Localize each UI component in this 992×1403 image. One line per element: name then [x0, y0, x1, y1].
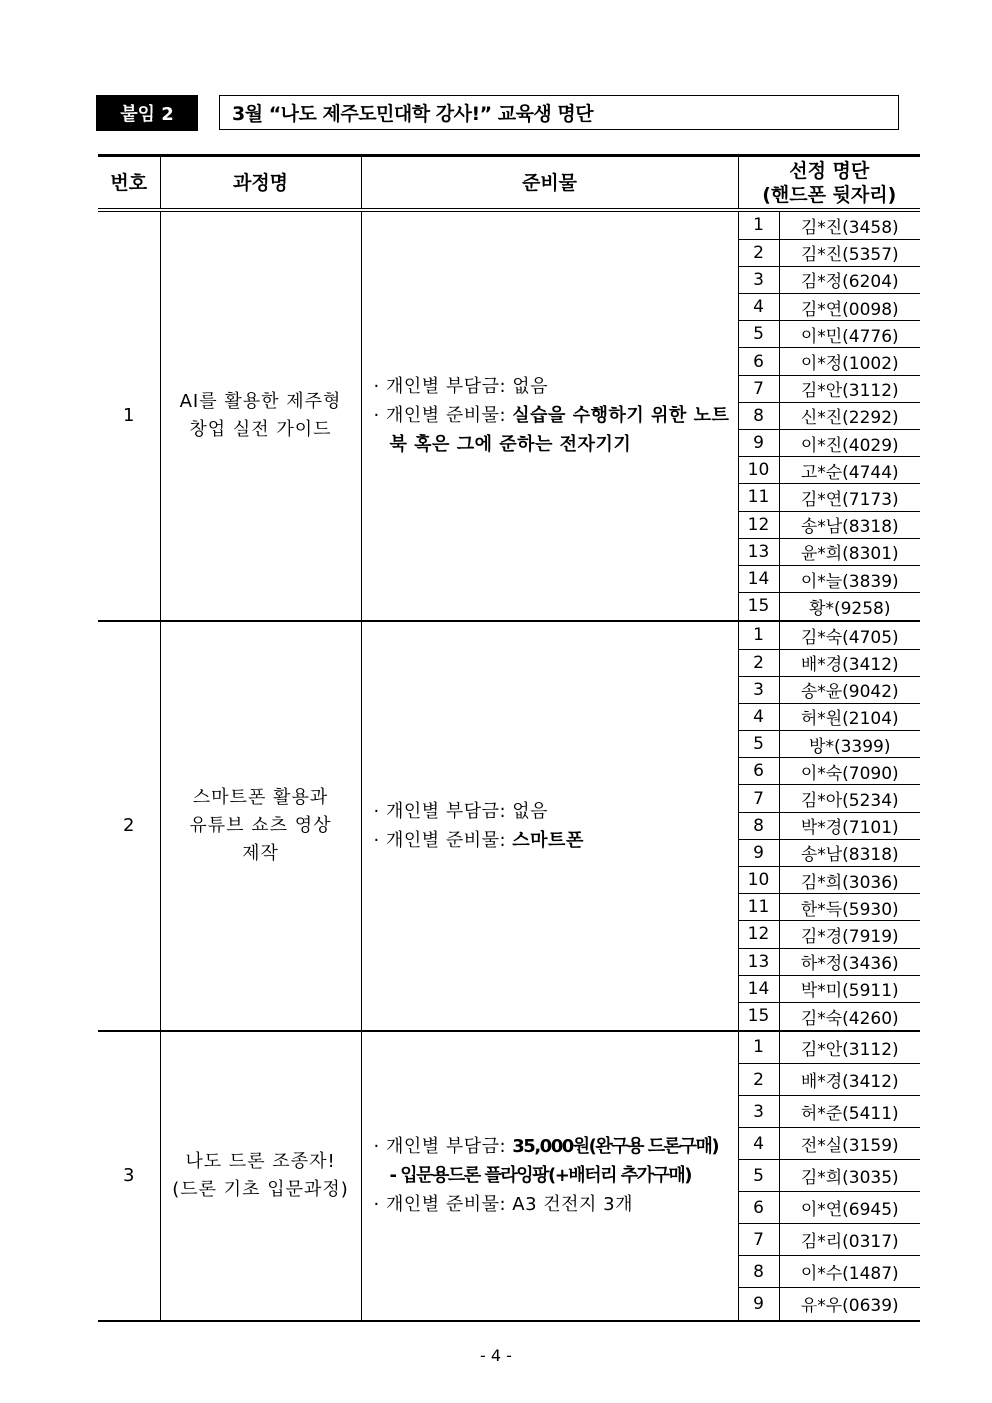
prep-fee	[374, 797, 732, 826]
prep-item	[374, 826, 732, 855]
person-name-phone: 김*리(0317)	[779, 1224, 920, 1256]
person-name-phone: 배*경(3412)	[779, 649, 920, 676]
selected-person-row	[739, 430, 921, 457]
person-index: 14	[739, 565, 780, 592]
selected-person-row	[739, 785, 921, 812]
person-name-phone: 김*정(6204)	[779, 266, 920, 293]
person-name-phone: 한*득(5930)	[779, 894, 920, 921]
prep-item-value: 스마트폰	[512, 829, 584, 851]
selected-person-row	[739, 402, 921, 429]
selected-tbody	[739, 622, 921, 1030]
person-index: 15	[739, 593, 780, 620]
person-index: 8	[739, 1256, 780, 1288]
prep-fee-value: 없음	[512, 800, 549, 822]
course-name	[160, 210, 361, 621]
person-name-phone: 김*희(3036)	[779, 867, 920, 894]
course-number: 2	[98, 621, 160, 1031]
person-index: 11	[739, 484, 780, 511]
prep-fee-label: · 개인별 부담금:	[373, 1136, 513, 1158]
person-name-phone: 유*우(0639)	[800, 1296, 899, 1317]
prep-fee-value: 없음	[512, 376, 549, 398]
person-index: 10	[739, 457, 780, 484]
selected-person-row	[739, 703, 921, 730]
selected-person-row	[739, 457, 921, 484]
col-header-course: 과정명	[160, 156, 361, 211]
person-name-phone: 김*경(7919)	[779, 921, 920, 948]
selected-person-row	[739, 622, 921, 649]
selected-person-row	[739, 894, 921, 921]
person-name-phone: 이*진(4029)	[779, 430, 920, 457]
person-index: 2	[739, 1064, 780, 1096]
selected-person-row	[739, 565, 921, 592]
course-prep	[361, 210, 738, 621]
col-header-prep: 준비물	[361, 156, 738, 211]
selected-person-row	[739, 839, 921, 866]
person-index: 5	[739, 1160, 780, 1192]
person-name-phone: 김*아(5234)	[779, 785, 920, 812]
course-name-line: 나도 드론 조종자!	[185, 1150, 336, 1172]
selected-tbody	[739, 212, 921, 620]
selected-person-row	[739, 266, 921, 293]
prep-item-label: · 개인별 준비물:	[373, 829, 513, 851]
person-index: 5	[739, 731, 780, 758]
person-index: 1	[739, 212, 780, 239]
selected-list	[738, 1031, 920, 1321]
person-name-phone: 김*안(3112)	[779, 375, 920, 402]
person-name-phone: 고*순(4744)	[779, 457, 920, 484]
person-index: 1	[739, 622, 780, 649]
person-index: 3	[739, 266, 780, 293]
prep-fee-note-text: - 입문용드론 플라잉팡(+배터리 추가구매)	[389, 1165, 692, 1187]
person-name-phone: 김*연(7173)	[779, 484, 920, 511]
person-name-phone: 전*실(3159)	[779, 1128, 920, 1160]
person-name-phone: 김*진(3458)	[779, 212, 920, 239]
selected-person-row	[739, 731, 921, 758]
person-index: 9	[739, 839, 780, 866]
roster-table	[98, 154, 920, 1322]
page-number: - 4 -	[480, 1346, 512, 1365]
person-name-phone: 방*(3399)	[779, 731, 920, 758]
person-name-phone: 김*숙(4260)	[800, 1008, 899, 1029]
col-header-no: 번호	[98, 156, 160, 211]
person-index: 10	[739, 867, 780, 894]
person-index: 7	[739, 1224, 780, 1256]
prep-fee-note	[374, 1161, 732, 1190]
course-name	[160, 621, 361, 1031]
person-name-phone: 송*윤(9042)	[779, 676, 920, 703]
person-index: 2	[739, 649, 780, 676]
person-index: 4	[739, 294, 780, 321]
person-index: 9	[739, 430, 780, 457]
selected-person-row	[739, 348, 921, 375]
person-index: 7	[739, 785, 780, 812]
selected-person-row	[739, 758, 921, 785]
person-name-phone: 이*숙(7090)	[779, 758, 920, 785]
selected-person-row	[739, 1192, 921, 1224]
selected-person-row	[739, 1128, 921, 1160]
person-index: 8	[739, 812, 780, 839]
person-index: 12	[739, 511, 780, 538]
person-name-phone: 송*남(8318)	[779, 839, 920, 866]
table-header-row	[98, 156, 920, 211]
person-index: 3	[739, 676, 780, 703]
course-number: 3	[98, 1031, 160, 1321]
person-name-phone: 김*안(3112)	[779, 1032, 920, 1064]
selected-person-row	[739, 921, 921, 948]
course-name-line: 유튜브 쇼츠 영상	[189, 814, 332, 836]
course-name-line: 창업 실전 가이드	[189, 418, 332, 440]
person-name-phone: 김*희(3035)	[779, 1160, 920, 1192]
col-header-selected-line1: 선정 명단	[789, 159, 870, 182]
course-row-3	[98, 1031, 920, 1321]
prep-item-label: · 개인별 준비물:	[373, 405, 513, 427]
prep-fee-value: 35,000원(완구용 드론구매)	[512, 1136, 719, 1158]
course-row-1	[98, 210, 920, 621]
course-row-2	[98, 621, 920, 1031]
attachment-badge: 붙임 2	[96, 95, 198, 131]
person-name-phone: 이*정(1002)	[779, 348, 920, 375]
selected-person-row	[739, 1256, 921, 1288]
selected-person-row	[739, 812, 921, 839]
selected-person-row	[739, 975, 921, 1002]
selected-person-row	[739, 676, 921, 703]
person-index: 6	[739, 758, 780, 785]
selected-table	[739, 212, 921, 620]
person-name-phone: 하*정(3436)	[779, 948, 920, 975]
person-name-phone: 윤*희(8301)	[779, 538, 920, 565]
person-index: 12	[739, 921, 780, 948]
person-index: 13	[739, 948, 780, 975]
selected-person-row	[739, 593, 921, 620]
selected-person-row	[739, 484, 921, 511]
person-name-phone: 신*진(2292)	[779, 402, 920, 429]
person-index: 13	[739, 538, 780, 565]
selected-person-row	[739, 1002, 921, 1029]
person-name-phone: 박*미(5911)	[779, 975, 920, 1002]
person-name-phone: 허*준(5411)	[779, 1096, 920, 1128]
person-index: 11	[739, 894, 780, 921]
selected-person-row	[739, 1096, 921, 1128]
person-name-phone: 김*연(0098)	[779, 294, 920, 321]
col-header-selected	[738, 156, 920, 211]
person-index: 6	[739, 1192, 780, 1224]
selected-person-row	[739, 538, 921, 565]
person-index: 3	[739, 1096, 780, 1128]
selected-person-row	[739, 1032, 921, 1064]
prep-item-label: · 개인별 준비물:	[373, 1194, 513, 1216]
course-name-line: 스마트폰 활용과	[192, 786, 329, 808]
selected-person-row	[739, 867, 921, 894]
selected-person-row	[739, 1288, 921, 1320]
prep-item	[374, 401, 732, 459]
selected-person-row	[739, 375, 921, 402]
prep-item-value: A3 건전지 3개	[512, 1194, 633, 1216]
person-index: 1	[739, 1032, 780, 1064]
selected-person-row	[739, 511, 921, 538]
person-index: 4	[739, 703, 780, 730]
course-name	[160, 1031, 361, 1321]
selected-person-row	[739, 948, 921, 975]
col-header-selected-line2: (핸드폰 뒷자리)	[762, 183, 897, 206]
prep-item	[374, 1190, 732, 1219]
selected-list	[738, 621, 920, 1031]
person-index: 4	[739, 1128, 780, 1160]
person-index: 9	[739, 1288, 780, 1320]
course-prep	[361, 621, 738, 1031]
course-number: 1	[98, 210, 160, 621]
document-title: 3월 “나도 제주도민대학 강사!” 교육생 명단	[219, 95, 899, 130]
person-index: 2	[739, 239, 780, 266]
person-name-phone: 김*숙(4705)	[779, 622, 920, 649]
selected-person-row	[739, 212, 921, 239]
selected-tbody	[739, 1032, 921, 1320]
person-index: 5	[739, 321, 780, 348]
prep-fee	[374, 372, 732, 401]
prep-fee	[374, 1132, 732, 1161]
person-index: 15	[739, 1002, 780, 1029]
selected-person-row	[739, 1224, 921, 1256]
course-name-line: AI를 활용한 제주형	[179, 390, 342, 412]
selected-person-row	[739, 239, 921, 266]
person-name-phone: 이*수(1487)	[779, 1256, 920, 1288]
person-name-phone: 이*연(6945)	[779, 1192, 920, 1224]
person-index: 8	[739, 402, 780, 429]
person-name-phone: 황*(9258)	[809, 598, 891, 619]
person-name-phone: 송*남(8318)	[779, 511, 920, 538]
person-name-phone: 배*경(3412)	[779, 1064, 920, 1096]
selected-list	[738, 210, 920, 621]
selected-table	[739, 1032, 921, 1320]
selected-person-row	[739, 321, 921, 348]
person-index: 6	[739, 348, 780, 375]
course-prep	[361, 1031, 738, 1321]
selected-table	[739, 622, 921, 1030]
person-index: 7	[739, 375, 780, 402]
person-name-phone: 김*진(5357)	[779, 239, 920, 266]
course-name-line: (드론 기초 입문과정)	[172, 1178, 349, 1200]
prep-item-value: 실습을 수행하기 위한 노트북 혹은 그에 준하는 전자기기	[389, 405, 730, 456]
person-index: 14	[739, 975, 780, 1002]
selected-person-row	[739, 1160, 921, 1192]
selected-person-row	[739, 1064, 921, 1096]
course-name-line: 제작	[242, 842, 279, 864]
person-name-phone: 이*늘(3839)	[779, 565, 920, 592]
selected-person-row	[739, 294, 921, 321]
prep-fee-label: · 개인별 부담금:	[373, 800, 513, 822]
selected-person-row	[739, 649, 921, 676]
person-name-phone: 허*원(2104)	[779, 703, 920, 730]
prep-fee-label: · 개인별 부담금:	[373, 376, 513, 398]
person-name-phone: 박*경(7101)	[779, 812, 920, 839]
person-name-phone: 이*민(4776)	[779, 321, 920, 348]
